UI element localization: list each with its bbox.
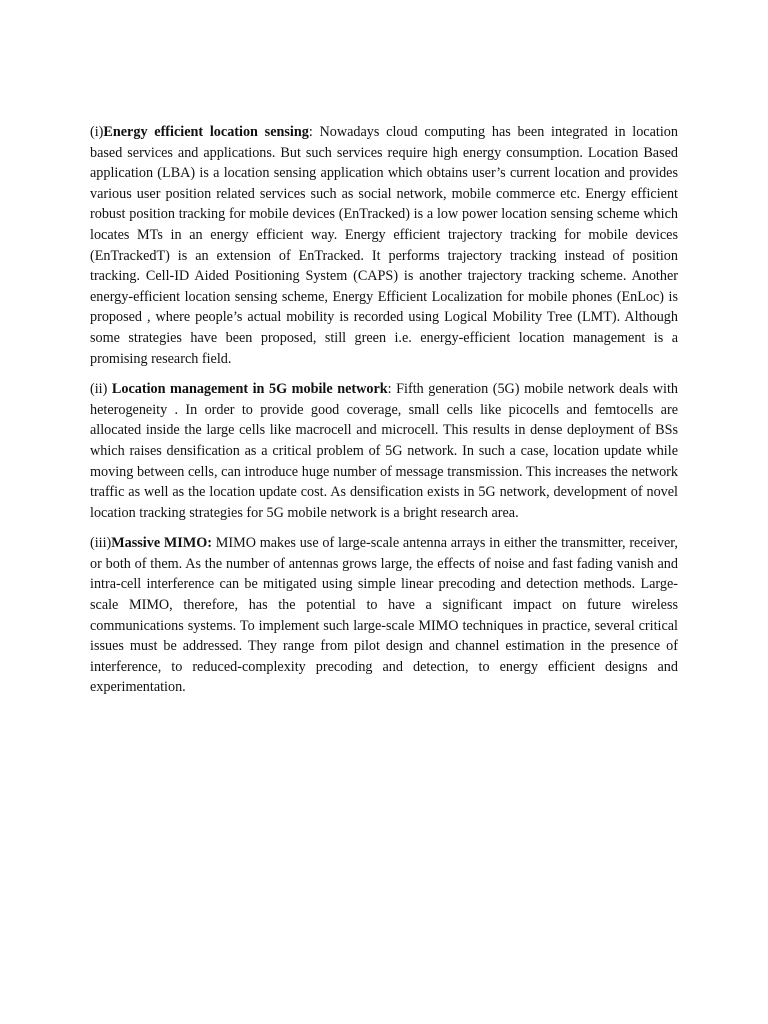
paragraph-location-management-5g [90,379,678,523]
paragraph-body: Nowadays cloud computing has been integrated in location based services and applications. But such services require high energy consumption. Location Based application (LBA) is a location sensing application which obtains user’s current location and provides various user position related services such as social network, mobile commerce etc. Energy efficient robust position tracking for mobile devices (EnTracked) is a low power location sensing scheme which locates MTs in an energy efficient way. Energy efficient trajectory tracking for mobile devices (EnTrackedT) is an extension of EnTracked. It performs trajectory tracking instead of position tracking. Cell-ID Aided Positioning System (CAPS) is another trajectory tracking scheme. Another energy-efficient location sensing scheme, Energy Efficient Localization for mobile phones (EnLoc) is proposed , where people’s actual mobility is recorded using Logical Mobility Tree (LMT). Although some strategies have been proposed, still green i.e. energy-efficient location management is a promising research field. [90,124,678,367]
paragraph-prefix: (ii) [90,381,112,398]
paragraph-massive-mimo [90,533,678,698]
paragraph-heading: Energy efficient location sensing [103,124,309,140]
paragraph-energy-efficient-location-sensing [90,122,678,369]
paragraph-heading: Massive MIMO: [111,535,212,552]
paragraph-prefix: (i) [90,124,104,140]
paragraph-prefix: (iii) [90,535,112,552]
paragraph-separator: : [308,124,320,140]
paragraph-heading: Location management in 5G mobile network [111,381,388,398]
paragraph-body: MIMO makes use of large-scale antenna arrays in either the transmitter, receiver, or both of them. As the number of antennas grows large, the effects of noise and fast fading vanish and intra-cell interference can be mitigated using simple linear precoding and detection methods. Large-scale MIMO, therefore, has the potential to have a significant impact on future wireless communications systems. To implement such large-scale MIMO techniques in practice, several critical issues must be addressed. They range from pilot design and channel estimation in the presence of interference, to reduced-complexity precoding and detection, to energy efficient designs and experimentation. [90,535,678,696]
paragraph-body: Fifth generation (5G) mobile network deals with heterogeneity . In order to provide good coverage, small cells like picocells and femtocells are allocated inside the large cells like macrocell and microcell. This results in dense deployment of BSs which raises densification as a critical problem of 5G network. In such a case, location update while moving between cells, can introduce huge number of message transmission. This increases the network traffic as well as the location update cost. As densification exists in 5G network, development of novel location tracking strategies for 5G mobile network is a bright research area. [90,381,678,521]
document-body [90,122,678,708]
paragraph-separator: : [387,381,397,398]
